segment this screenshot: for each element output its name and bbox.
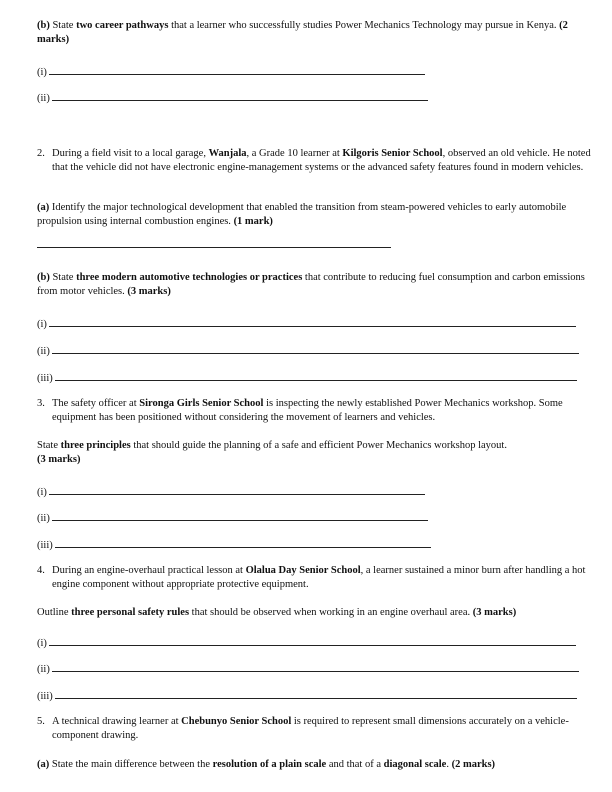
answer-line-q3-i[interactable]: (i) <box>37 484 425 498</box>
answer-line-q2a[interactable] <box>37 247 391 248</box>
answer-line-q1b-ii[interactable]: (ii) <box>37 90 428 104</box>
question-3-number: 3. <box>37 398 45 409</box>
question-2a-text: (a) Identify the major technological development that enabled the transition from steam-powered vehicles to early automobile propulsion using internal combustion engines. (1 mark) <box>37 202 567 227</box>
question-4-stem: During an engine-overhaul practical lesson at Olalua Day Senior School, a learner sustained a minor burn after handling a hot engine component without appropriate protective equipment. <box>52 565 586 590</box>
answer-line-q4-ii[interactable]: (ii) <box>37 661 579 675</box>
answer-line-q4-iii[interactable]: (iii) <box>37 688 577 702</box>
question-5a-text: (a) State the main difference between the resolution of a plain scale and that of a diagonal scale. (2 marks) <box>37 759 496 770</box>
answer-line-q3-ii[interactable]: (ii) <box>37 510 428 524</box>
answer-line-q2b-iii[interactable]: (iii) <box>37 370 577 384</box>
question-2b-text: (b) State three modern automotive technologies or practices that contribute to reducing fuel consumption and carbon emissions from motor vehicles. (3 marks) <box>37 272 585 297</box>
answer-line-q1b-i[interactable]: (i) <box>37 64 425 78</box>
answer-line-q2b-ii[interactable]: (ii) <box>37 343 579 357</box>
question-2-stem: During a field visit to a local garage, Wanjala, a Grade 10 learner at Kilgoris Senior School, observed an old vehicle. He noted that the vehicle did not have electronic engine-management systems or the advanced safety features found in modern vehicles. <box>52 148 591 173</box>
question-1b-text: (b) State two career pathways that a learner who successfully studies Power Mechanics Technology may pursue in Kenya. (2 marks) <box>37 20 568 45</box>
answer-line-q4-i[interactable]: (i) <box>37 635 576 649</box>
question-2-number: 2. <box>37 148 45 159</box>
question-3-instruction: State three principles that should guide the planning of a safe and efficient Power Mechanics workshop layout. (3 marks) <box>37 440 507 465</box>
question-5-number: 5. <box>37 716 45 727</box>
answer-line-q3-iii[interactable]: (iii) <box>37 537 431 551</box>
question-4-instruction: Outline three personal safety rules that should be observed when working in an engine overhaul area. (3 marks) <box>37 607 517 618</box>
answer-line-q2b-i[interactable]: (i) <box>37 316 576 330</box>
question-3-stem: The safety officer at Sironga Girls Senior School is inspecting the newly established Power Mechanics workshop. Some equipment has been positioned without considering the movement of learners and vehicles. <box>52 398 563 423</box>
question-5-stem: A technical drawing learner at Chebunyo Senior School is required to represent small dimensions accurately on a vehicle-component drawing. <box>52 716 569 741</box>
question-4-number: 4. <box>37 565 45 576</box>
